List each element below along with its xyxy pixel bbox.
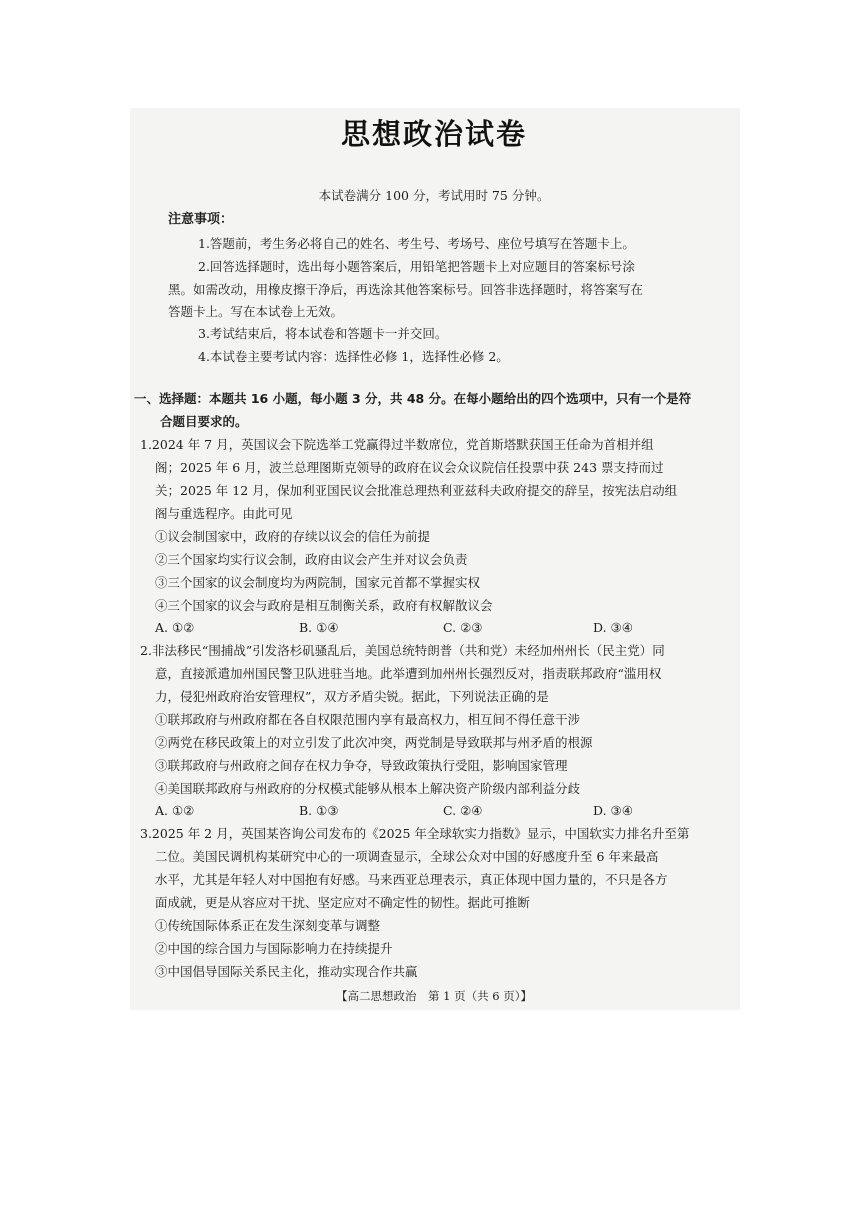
q2-item-2: ②两党在移民政策上的对立引发了此次冲突，两党制是导致联邦与州矛盾的根源	[155, 735, 593, 750]
q3-item-2: ②中国的综合国力与国际影响力在持续提升	[155, 941, 393, 956]
q1-option-c[interactable]: C. ②③	[443, 620, 483, 635]
q1-stem-line-3: 关；2025 年 12 月，保加利亚国民议会批准总理热利亚兹科夫政府提交的辞呈，按宪法启动组	[155, 483, 678, 498]
q3-stem-line-2: 二位。美国民调机构某研究中心的一项调查显示，全球公众对中国的好感度升至 6 年来最高	[155, 849, 659, 864]
q2-stem-line-2: 意，直接派遣加州国民警卫队进驻当地。此举遭到加州州长强烈反对，指责联邦政府“滥用权	[155, 666, 662, 681]
q2-option-b[interactable]: B. ①③	[299, 803, 339, 818]
notice-heading: 注意事项：	[168, 212, 234, 227]
notice-line-4: 答题卡上。写在本试卷上无效。	[168, 304, 344, 319]
q2-item-3: ③联邦政府与州政府之间存在权力争夺，导致政策执行受阻，影响国家管理	[155, 758, 568, 773]
notice-line-5: 3.考试结束后，将本试卷和答题卡一并交回。	[198, 326, 448, 341]
exam-subtitle: 本试卷满分 100 分，考试用时 75 分钟。	[318, 188, 550, 203]
q2-stem-line-3: 力，侵犯州政府治安管理权”，双方矛盾尖锐。据此，下列说法正确的是	[155, 689, 549, 704]
page-footer: 【高二思想政治 第 1 页（共 6 页）】	[335, 989, 532, 1003]
q3-stem-line-3: 水平，尤其是年轻人对中国抱有好感。马来西亚总理表示，真正体现中国力量的，不只是各方	[155, 872, 668, 887]
q1-stem-line-4: 阁与重选程序。由此可见	[155, 506, 293, 521]
q3-item-3: ③中国倡导国际关系民主化，推动实现合作共赢	[155, 964, 418, 979]
q2-stem-line-1: 2.非法移民“围捕战”引发洛杉矶骚乱后，美国总统特朗普（共和党）未经加州州长（民主党）同	[140, 643, 665, 658]
q1-stem-line-1: 1.2024 年 7 月，英国议会下院选举工党赢得过半数席位，党首斯塔默获国王任命为首相并组	[140, 437, 654, 452]
q1-item-1: ①议会制国家中，政府的存续以议会的信任为前提	[155, 529, 431, 544]
q2-option-a[interactable]: A. ①②	[155, 803, 195, 818]
notice-line-1: 1.答题前，考生务必将自己的姓名、考生号、考场号、座位号填写在答题卡上。	[198, 236, 635, 251]
q3-item-1: ①传统国际体系正在发生深刻变革与调整	[155, 918, 381, 933]
q3-stem-line-4: 面成就，更是从容应对干扰、坚定应对不确定性的韧性。据此可推断	[155, 895, 531, 910]
notice-line-2: 2.回答选择题时，选出每小题答案后，用铅笔把答题卡上对应题目的答案标号涂	[198, 259, 635, 274]
notice-line-3: 黑。如需改动，用橡皮擦干净后，再选涂其他答案标号。回答非选择题时，将答案写在	[168, 282, 644, 297]
notice-line-6: 4.本试卷主要考试内容：选择性必修 1，选择性必修 2。	[198, 349, 509, 364]
q1-item-2: ②三个国家均实行议会制，政府由议会产生并对议会负责	[155, 552, 468, 567]
q2-item-1: ①联邦政府与州政府都在各自权限范围内享有最高权力，相互间不得任意干涉	[155, 712, 581, 727]
section-heading-line-2: 合题目要求的。	[160, 414, 248, 429]
q2-option-d[interactable]: D. ③④	[593, 803, 633, 818]
q1-option-b[interactable]: B. ①④	[299, 620, 339, 635]
section-heading-line-1: 一、选择题：本题共 16 小题，每小题 3 分，共 48 分。在每小题给出的四个选项中，只有一个是符	[134, 391, 692, 406]
q2-item-4: ④美国联邦政府与州政府的分权模式能够从根本上解决资产阶级内部利益分歧	[155, 781, 581, 796]
q1-stem-line-2: 阁；2025 年 6 月，波兰总理图斯克领导的政府在议会众议院信任投票中获 243 票支持而过	[155, 460, 664, 475]
exam-title: 思想政治试卷	[340, 117, 527, 151]
q2-option-c[interactable]: C. ②④	[443, 803, 483, 818]
q1-item-3: ③三个国家的议会制度均为两院制，国家元首都不掌握实权	[155, 575, 481, 590]
q1-option-d[interactable]: D. ③④	[593, 620, 633, 635]
q1-option-a[interactable]: A. ①②	[155, 620, 195, 635]
q3-stem-line-1: 3.2025 年 2 月，英国某咨询公司发布的《2025 年全球软实力指数》显示，中国软实力排名升至第	[140, 826, 690, 841]
q1-item-4: ④三个国家的议会与政府是相互制衡关系，政府有权解散议会	[155, 598, 493, 613]
